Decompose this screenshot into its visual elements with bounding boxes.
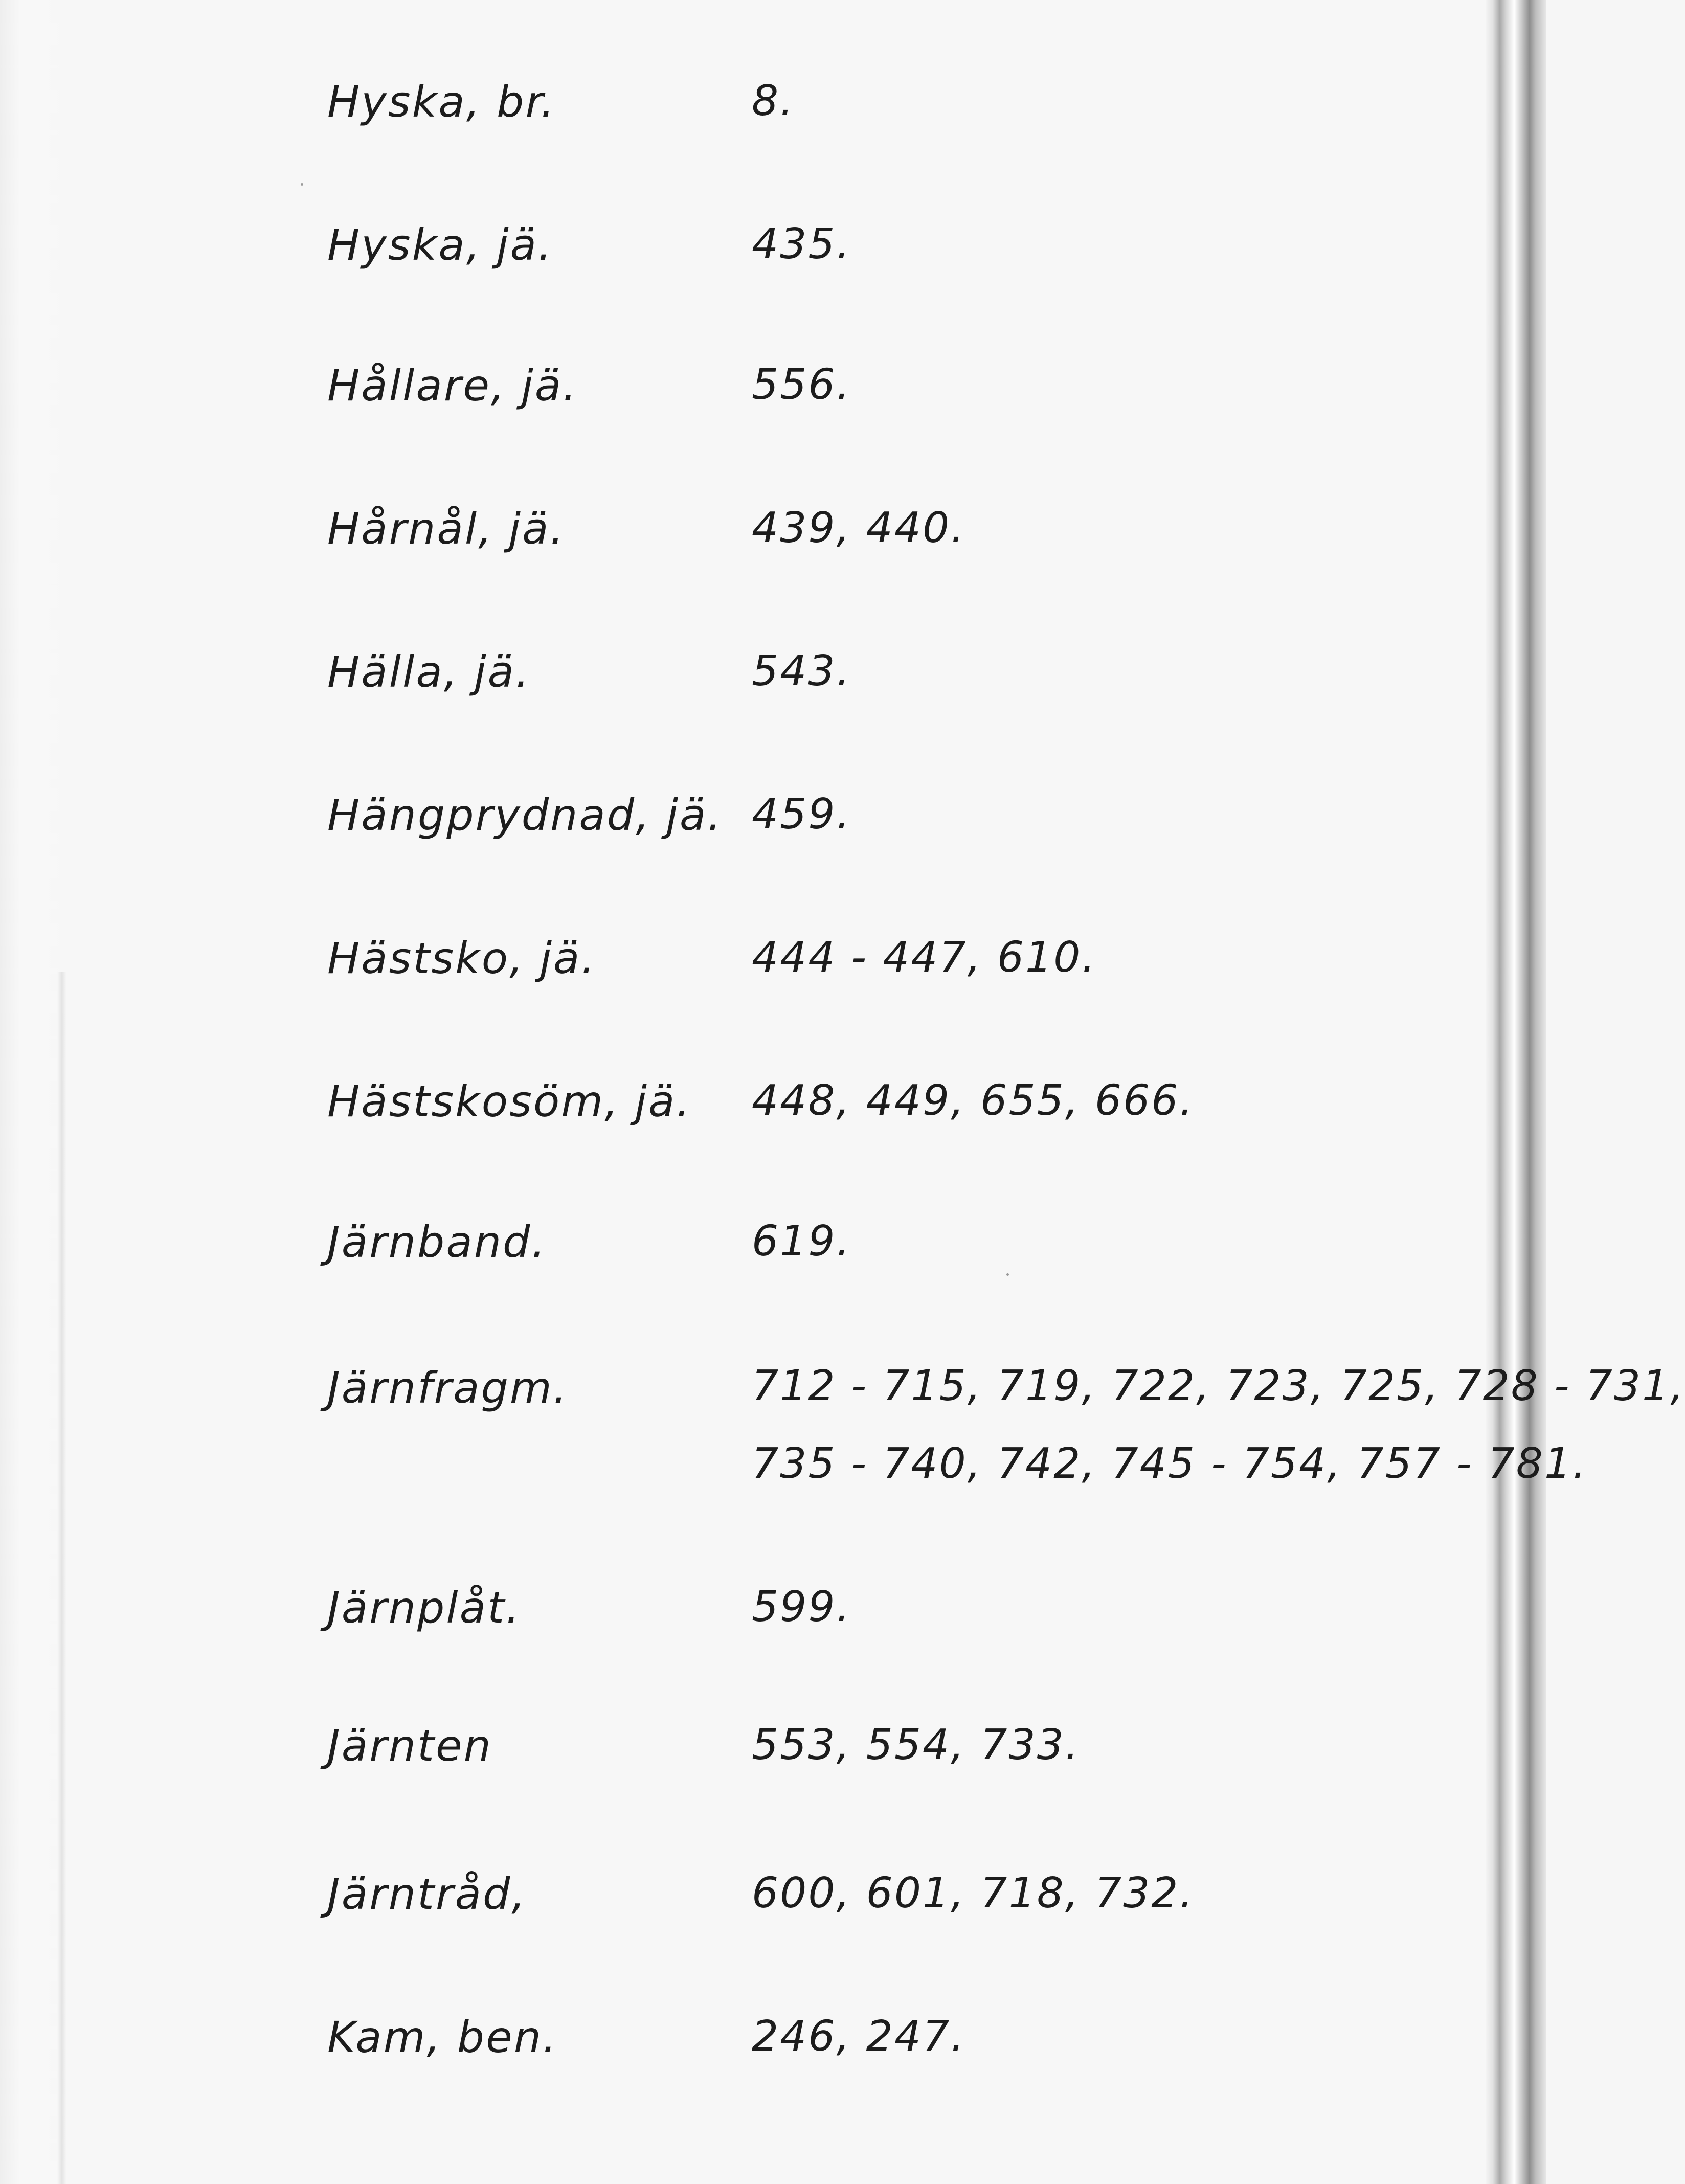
entry-pages-line: 712 - 715, 719, 722, 723, 725, 728 - 731, <box>752 1362 1685 1410</box>
entry-pages <box>752 1583 851 1631</box>
entry-pages <box>752 77 795 125</box>
entry-pages <box>752 933 1096 982</box>
entry-term: Järnplåt. <box>327 1583 521 1633</box>
entry-pages <box>752 361 851 409</box>
entry-pages <box>752 1869 1195 1918</box>
entry-pages-line: 459. <box>752 790 851 839</box>
entry-pages <box>752 1217 851 1266</box>
entry-pages <box>752 1347 1685 1503</box>
page-binding-edge <box>1486 0 1546 2184</box>
entry-pages <box>752 790 851 839</box>
entry-pages <box>752 504 965 552</box>
entry-pages-line: 556. <box>752 361 851 409</box>
page-fold-shadow <box>57 972 66 2184</box>
entry-pages-line: 246, 247. <box>752 2012 966 2061</box>
entry-pages <box>752 1076 1195 1125</box>
entry-term: Hästskosöm, jä. <box>327 1076 692 1127</box>
entry-term: Hängprydnad, jä. <box>327 790 723 840</box>
entry-pages <box>752 220 851 268</box>
entry-pages-line: 735 - 740, 742, 745 - 754, 757 - 781. <box>752 1439 1588 1488</box>
entry-term: Hårnål, jä. <box>327 504 566 554</box>
entry-term: Järnband. <box>327 1217 547 1267</box>
entry-pages-line: 543. <box>752 647 851 695</box>
entry-term: Järntråd, <box>327 1869 527 1919</box>
entry-term: Hyska, br. <box>327 77 556 127</box>
entry-pages <box>752 647 851 695</box>
entry-pages-line: 600, 601, 718, 732. <box>752 1869 1195 1918</box>
entry-term: Järnfragm. <box>327 1363 569 1413</box>
entry-term: Hästsko, jä. <box>327 933 597 983</box>
entry-pages-line: 553, 554, 733. <box>752 1721 1080 1769</box>
entry-pages-line: 8. <box>752 77 795 125</box>
entry-pages <box>752 2012 965 2061</box>
entry-pages <box>752 1721 1080 1769</box>
entry-pages-line: 448, 449, 655, 666. <box>752 1076 1195 1125</box>
entry-term: Hållare, jä. <box>327 361 578 411</box>
entry-pages-line: 439, 440. <box>752 504 966 552</box>
entry-pages-line: 619. <box>752 1217 851 1266</box>
entry-pages-line: 444 - 447, 610. <box>752 933 1097 982</box>
entry-term: Järnten <box>327 1721 492 1771</box>
paper-speck <box>1006 1273 1009 1276</box>
paper-speck <box>301 183 303 186</box>
entry-pages-line: 435. <box>752 220 851 268</box>
entry-term: Hyska, jä. <box>327 220 553 270</box>
entry-term: Kam, ben. <box>327 2012 558 2062</box>
entry-pages-line: 599. <box>752 1583 851 1631</box>
entry-term: Hälla, jä. <box>327 647 531 697</box>
